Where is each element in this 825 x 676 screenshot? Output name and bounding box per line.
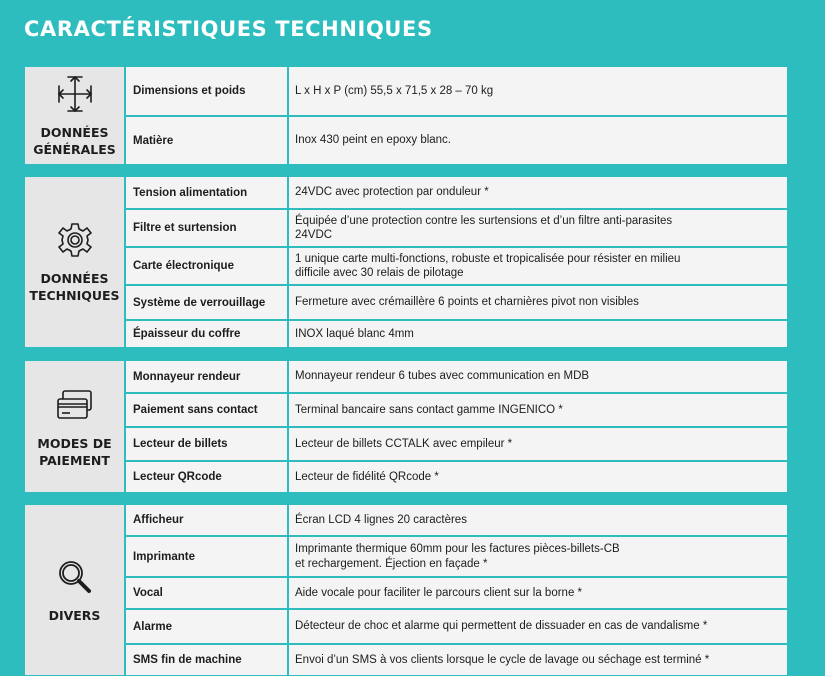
table-row — [126, 321, 787, 347]
table-row — [126, 428, 787, 462]
table-row — [126, 361, 787, 394]
table-row — [126, 462, 787, 492]
section-divers — [25, 505, 787, 675]
table-row — [126, 177, 787, 210]
page-title: CARACTÉRISTIQUES TECHNIQUES — [24, 17, 433, 41]
category-cell — [25, 505, 126, 675]
row-value: Inox 430 peint en epoxy blanc. — [295, 134, 452, 147]
category-label: DONNÉES GÉNÉRALES — [33, 124, 116, 157]
row-label: Afficheur — [126, 505, 289, 535]
row-value: Lecteur de fidélité QRcode * — [295, 470, 439, 483]
row-label: Imprimante — [126, 537, 289, 576]
category-label: DONNÉES TECHNIQUES — [29, 271, 120, 303]
row-value: Écran LCD 4 lignes 20 caractères — [295, 513, 467, 526]
row-label: Système de verrouillage — [126, 286, 289, 319]
row-label: Épaisseur du coffre — [126, 321, 289, 347]
table-row — [126, 67, 787, 117]
category-label: DIVERS — [48, 607, 101, 623]
category-cell — [25, 67, 126, 164]
row-value: Imprimante thermique 60mm pour les factures pièces-billets-CB et rechargement. Éjection en façade * — [295, 543, 620, 570]
table-row — [126, 286, 787, 321]
row-value: Terminal bancaire sans contact gamme INGENICO * — [295, 403, 563, 416]
table-row — [126, 505, 787, 537]
table-row — [126, 117, 787, 164]
row-value: Équipée d’une protection contre les surtensions et d’un filtre anti-parasites 24VDC — [295, 214, 673, 241]
table-row — [126, 537, 787, 578]
section-modes-de-paiement — [25, 361, 787, 492]
row-value: Envoi d’un SMS à vos clients lorsque le cycle de lavage ou séchage est terminé * — [295, 653, 710, 666]
row-value: Aide vocale pour faciliter le parcours client sur la borne * — [295, 586, 583, 599]
row-value: Détecteur de choc et alarme qui permettent de dissuader en cas de vandalisme * — [295, 620, 708, 633]
row-label: Lecteur QRcode — [126, 462, 289, 492]
row-label: Tension alimentation — [126, 177, 289, 208]
table-row — [126, 578, 787, 610]
row-label: Dimensions et poids — [126, 67, 289, 115]
row-label: Vocal — [126, 578, 289, 608]
table-row — [126, 645, 787, 675]
row-value: 1 unique carte multi-fonctions, robuste et tropicalisée pour résister en milieu difficile avec 30 relais de pilotage — [295, 252, 681, 279]
magnifier-icon — [54, 556, 96, 598]
category-cell — [25, 177, 126, 347]
category-cell — [25, 361, 126, 492]
category-label: MODES DE PAIEMENT — [37, 435, 112, 468]
dimensions-arrows-icon — [54, 73, 96, 115]
row-label: Paiement sans contact — [126, 394, 289, 426]
row-value: Fermeture avec crémaillère 6 points et charnières pivot non visibles — [295, 296, 639, 309]
table-row — [126, 210, 787, 248]
section-donnees-techniques — [25, 177, 787, 347]
gear-icon — [54, 219, 96, 261]
table-row — [126, 248, 787, 286]
row-label: Monnayeur rendeur — [126, 361, 289, 392]
row-value: 24VDC avec protection par onduleur * — [295, 186, 489, 199]
table-row — [126, 394, 787, 428]
row-label: Carte électronique — [126, 248, 289, 284]
row-value: Lecteur de billets CCTALK avec empileur * — [295, 437, 513, 450]
row-value: INOX laqué blanc 4mm — [295, 327, 414, 340]
section-donnees-generales — [25, 67, 787, 164]
row-value: L x H x P (cm) 55,5 x 71,5 x 28 – 70 kg — [295, 84, 494, 97]
row-label: Matière — [126, 117, 289, 164]
row-label: Alarme — [126, 610, 289, 643]
row-label: SMS fin de machine — [126, 645, 289, 675]
row-value: Monnayeur rendeur 6 tubes avec communication en MDB — [295, 370, 590, 383]
table-row — [126, 610, 787, 645]
row-label: Filtre et surtension — [126, 210, 289, 246]
credit-cards-icon — [54, 384, 96, 426]
row-label: Lecteur de billets — [126, 428, 289, 460]
